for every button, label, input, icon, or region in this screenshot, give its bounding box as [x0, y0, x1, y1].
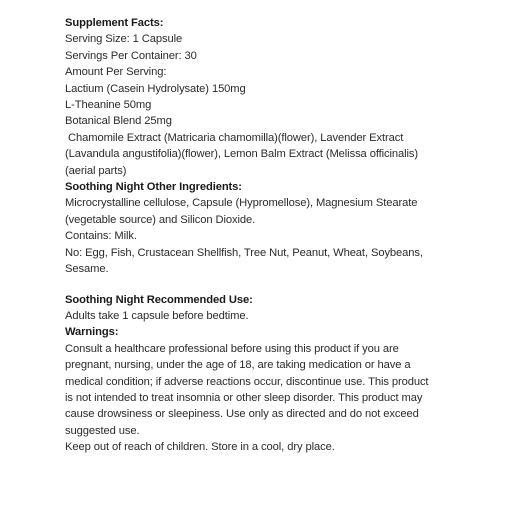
warnings-line-3: medical condition; if adverse reactions occur, discontinue use. This product: [65, 375, 429, 388]
supplement-facts-heading: Supplement Facts:: [65, 17, 164, 29]
free-from-line-2: Sesame.: [65, 263, 109, 276]
storage-instructions: Keep out of reach of children. Store in a cool, dry place.: [65, 441, 335, 454]
warnings-line-2: pregnant, nursing, under the age of 18, are taking medication or have a: [65, 359, 411, 372]
contains-allergens: Contains: Milk.: [65, 230, 137, 243]
theanine-amount: L-Theanine 50mg: [65, 99, 152, 112]
recommended-use-text: Adults take 1 capsule before bedtime.: [65, 309, 249, 322]
servings-per-container: Servings Per Container: 30: [65, 49, 197, 62]
warnings-heading: Warnings:: [65, 326, 119, 339]
botanical-blend-amount: Botanical Blend 25mg: [65, 115, 172, 128]
warnings-line-1: Consult a healthcare professional before using this product if you are: [65, 342, 399, 355]
other-ingredients-heading: Soothing Night Other Ingredients:: [65, 181, 242, 194]
other-ingredients-line-1: Microcrystalline cellulose, Capsule (Hypromellose), Magnesium Stearate: [65, 197, 418, 210]
warnings-line-4: is not intended to treat insomnia or other sleep disorder. This product may: [65, 391, 423, 404]
recommended-use-heading: Soothing Night Recommended Use:: [65, 293, 253, 306]
amount-per-serving: Amount Per Serving:: [65, 66, 167, 79]
serving-size: Serving Size: 1 Capsule: [65, 33, 183, 46]
lactium-amount: Lactium (Casein Hydrolysate) 150mg: [65, 82, 246, 95]
section-spacer: [65, 278, 485, 292]
free-from-line-1: No: Egg, Fish, Crustacean Shellfish, Tree Nut, Peanut, Wheat, Soybeans,: [65, 246, 423, 259]
supplement-label: [65, 15, 485, 456]
other-ingredients-line-2: (vegetable source) and Silicon Dioxide.: [65, 213, 256, 226]
botanical-blend-detail-3: (aerial parts): [65, 164, 127, 177]
botanical-blend-detail-1: Chamomile Extract (Matricaria chamomilla)(flower), Lavender Extract: [65, 131, 404, 144]
botanical-blend-detail-2: (Lavandula angustifolia)(flower), Lemon Balm Extract (Melissa officinalis): [65, 148, 419, 161]
warnings-line-6: suggested use.: [65, 424, 140, 437]
warnings-line-5: cause drowsiness or sleepiness. Use only as directed and do not exceed: [65, 408, 419, 421]
